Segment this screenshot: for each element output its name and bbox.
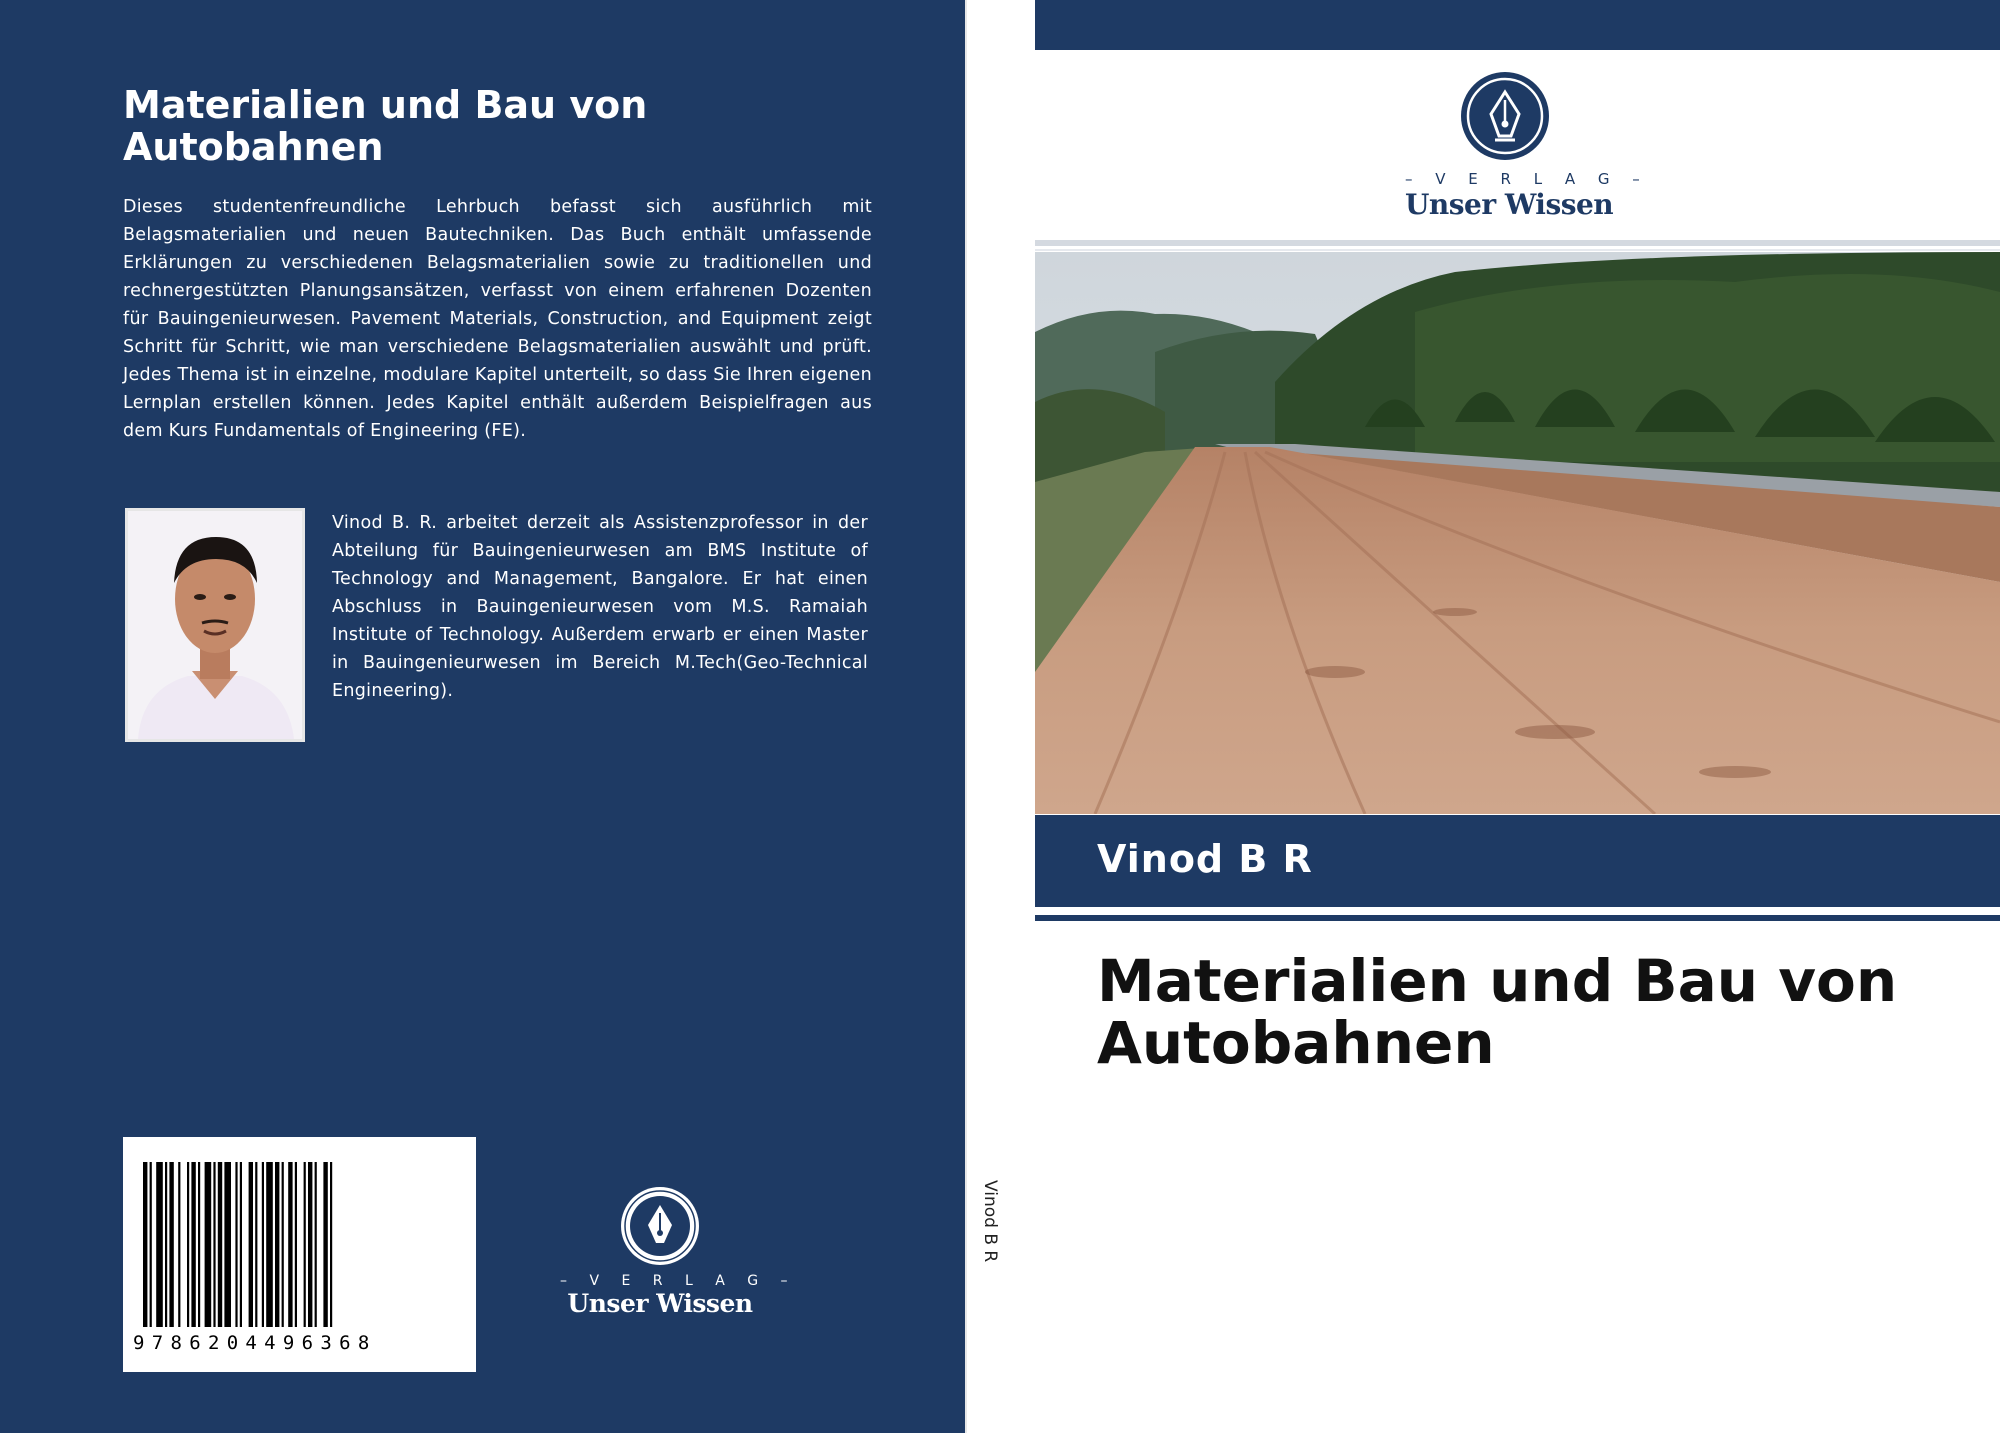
- barcode-bar: [288, 1162, 292, 1327]
- barcode-bar: [150, 1162, 152, 1327]
- back-publisher-logo: [560, 1185, 797, 1318]
- barcode-bar: [266, 1162, 273, 1327]
- back-logo-verlag: – V E R L A G –: [560, 1273, 797, 1289]
- front-logo-brand: Unser Wissen: [1405, 188, 1614, 221]
- divider-light-thin: [1035, 249, 2000, 251]
- barcode-bar: [235, 1162, 237, 1327]
- publisher-seal-icon: [560, 1185, 760, 1269]
- front-top-bar: [1035, 0, 2000, 50]
- barcode-bar: [249, 1162, 253, 1327]
- barcode-bar: [240, 1162, 242, 1327]
- barcode-bar: [315, 1162, 317, 1327]
- divider-dark: [1035, 915, 2000, 921]
- front-logo-verlag: – V E R L A G –: [1405, 170, 1649, 188]
- barcode-bar: [156, 1162, 163, 1327]
- back-cover-title: Materialien und Bau von Autobahnen: [123, 83, 648, 169]
- author-photo: [125, 508, 305, 742]
- publisher-pen-nib-icon: [1405, 70, 1605, 166]
- barcode-bar: [178, 1162, 180, 1327]
- front-author-band: [1035, 815, 2000, 907]
- barcode-bar: [218, 1162, 222, 1327]
- barcode-bar: [330, 1162, 332, 1327]
- isbn-barcode: [123, 1137, 476, 1372]
- barcode-bar: [198, 1162, 200, 1327]
- front-publisher-logo: [1405, 70, 1649, 221]
- barcode-bar: [191, 1162, 195, 1327]
- barcode-bar: [213, 1162, 215, 1327]
- divider-light: [1035, 240, 2000, 246]
- barcode-bar: [205, 1162, 212, 1327]
- barcode-bar: [262, 1162, 264, 1327]
- back-logo-brand: Unser Wissen: [567, 1289, 753, 1318]
- barcode-bar: [295, 1162, 297, 1327]
- barcode-bar: [187, 1162, 189, 1327]
- barcode-bar: [304, 1162, 306, 1327]
- barcode-bar: [323, 1162, 327, 1327]
- author-bio: Vinod B. R. arbeitet derzeit als Assistenzprofessor in der Abteilung für Bauingenieurwesen am BMS Institute of Technology and Management, Bangalore. Er hat einen Abschluss in Bauingenieurwesen vom M.S. Ramaiah Institute of Technology. Außerdem erwarb er einen Master in Bauingenieurwesen im Bereich M.Tech(Geo-Technical Engineering).: [332, 513, 868, 701]
- barcode-bar: [165, 1162, 167, 1327]
- barcode-bar: [169, 1162, 173, 1327]
- cover-photo-dirt-road: [1035, 252, 2000, 814]
- spine-author: Vinod B R: [980, 1180, 1000, 1263]
- front-cover: [1035, 0, 2000, 1433]
- back-cover: [0, 0, 965, 1433]
- isbn-digits: 9786204496368: [133, 1332, 377, 1354]
- barcode-bars: [123, 1137, 476, 1332]
- front-author-name: Vinod B R: [1097, 837, 1313, 881]
- front-cover-title: Materialien und Bau von Autobahnen: [1097, 947, 1898, 1077]
- book-description: Dieses studentenfreundliche Lehrbuch befasst sich ausführlich mit Belagsmaterialien und neuen Bautechniken. Das Buch enthält umfassende Erklärungen zu verschiedenen Belagsmaterialien sowie zu traditionellen und rechnergestützten Planungsansätzen, verfasst von einem erfahrenen Dozenten für Bauingenieurwesen. Pavement Materials, Construction, and Equipment zeigt Schritt für Schritt, wie man verschiedene Belagsmaterialien auswählt und prüft. Jedes Thema ist in einzelne, modulare Kapitel unterteilt, so dass Sie Ihren eigenen Lernplan erstellen können. Jedes Kapitel enthält außerdem Beispielfragen aus dem Kurs Fundamentals of Engineering (FE).: [123, 197, 872, 441]
- barcode-bar: [224, 1162, 231, 1327]
- spine: [965, 0, 1035, 1433]
- barcode-bar: [282, 1162, 284, 1327]
- barcode-bar: [255, 1162, 257, 1327]
- barcode-bar: [308, 1162, 312, 1327]
- spine-divider: [965, 0, 967, 1433]
- barcode-bar: [143, 1162, 147, 1327]
- barcode-bar: [275, 1162, 279, 1327]
